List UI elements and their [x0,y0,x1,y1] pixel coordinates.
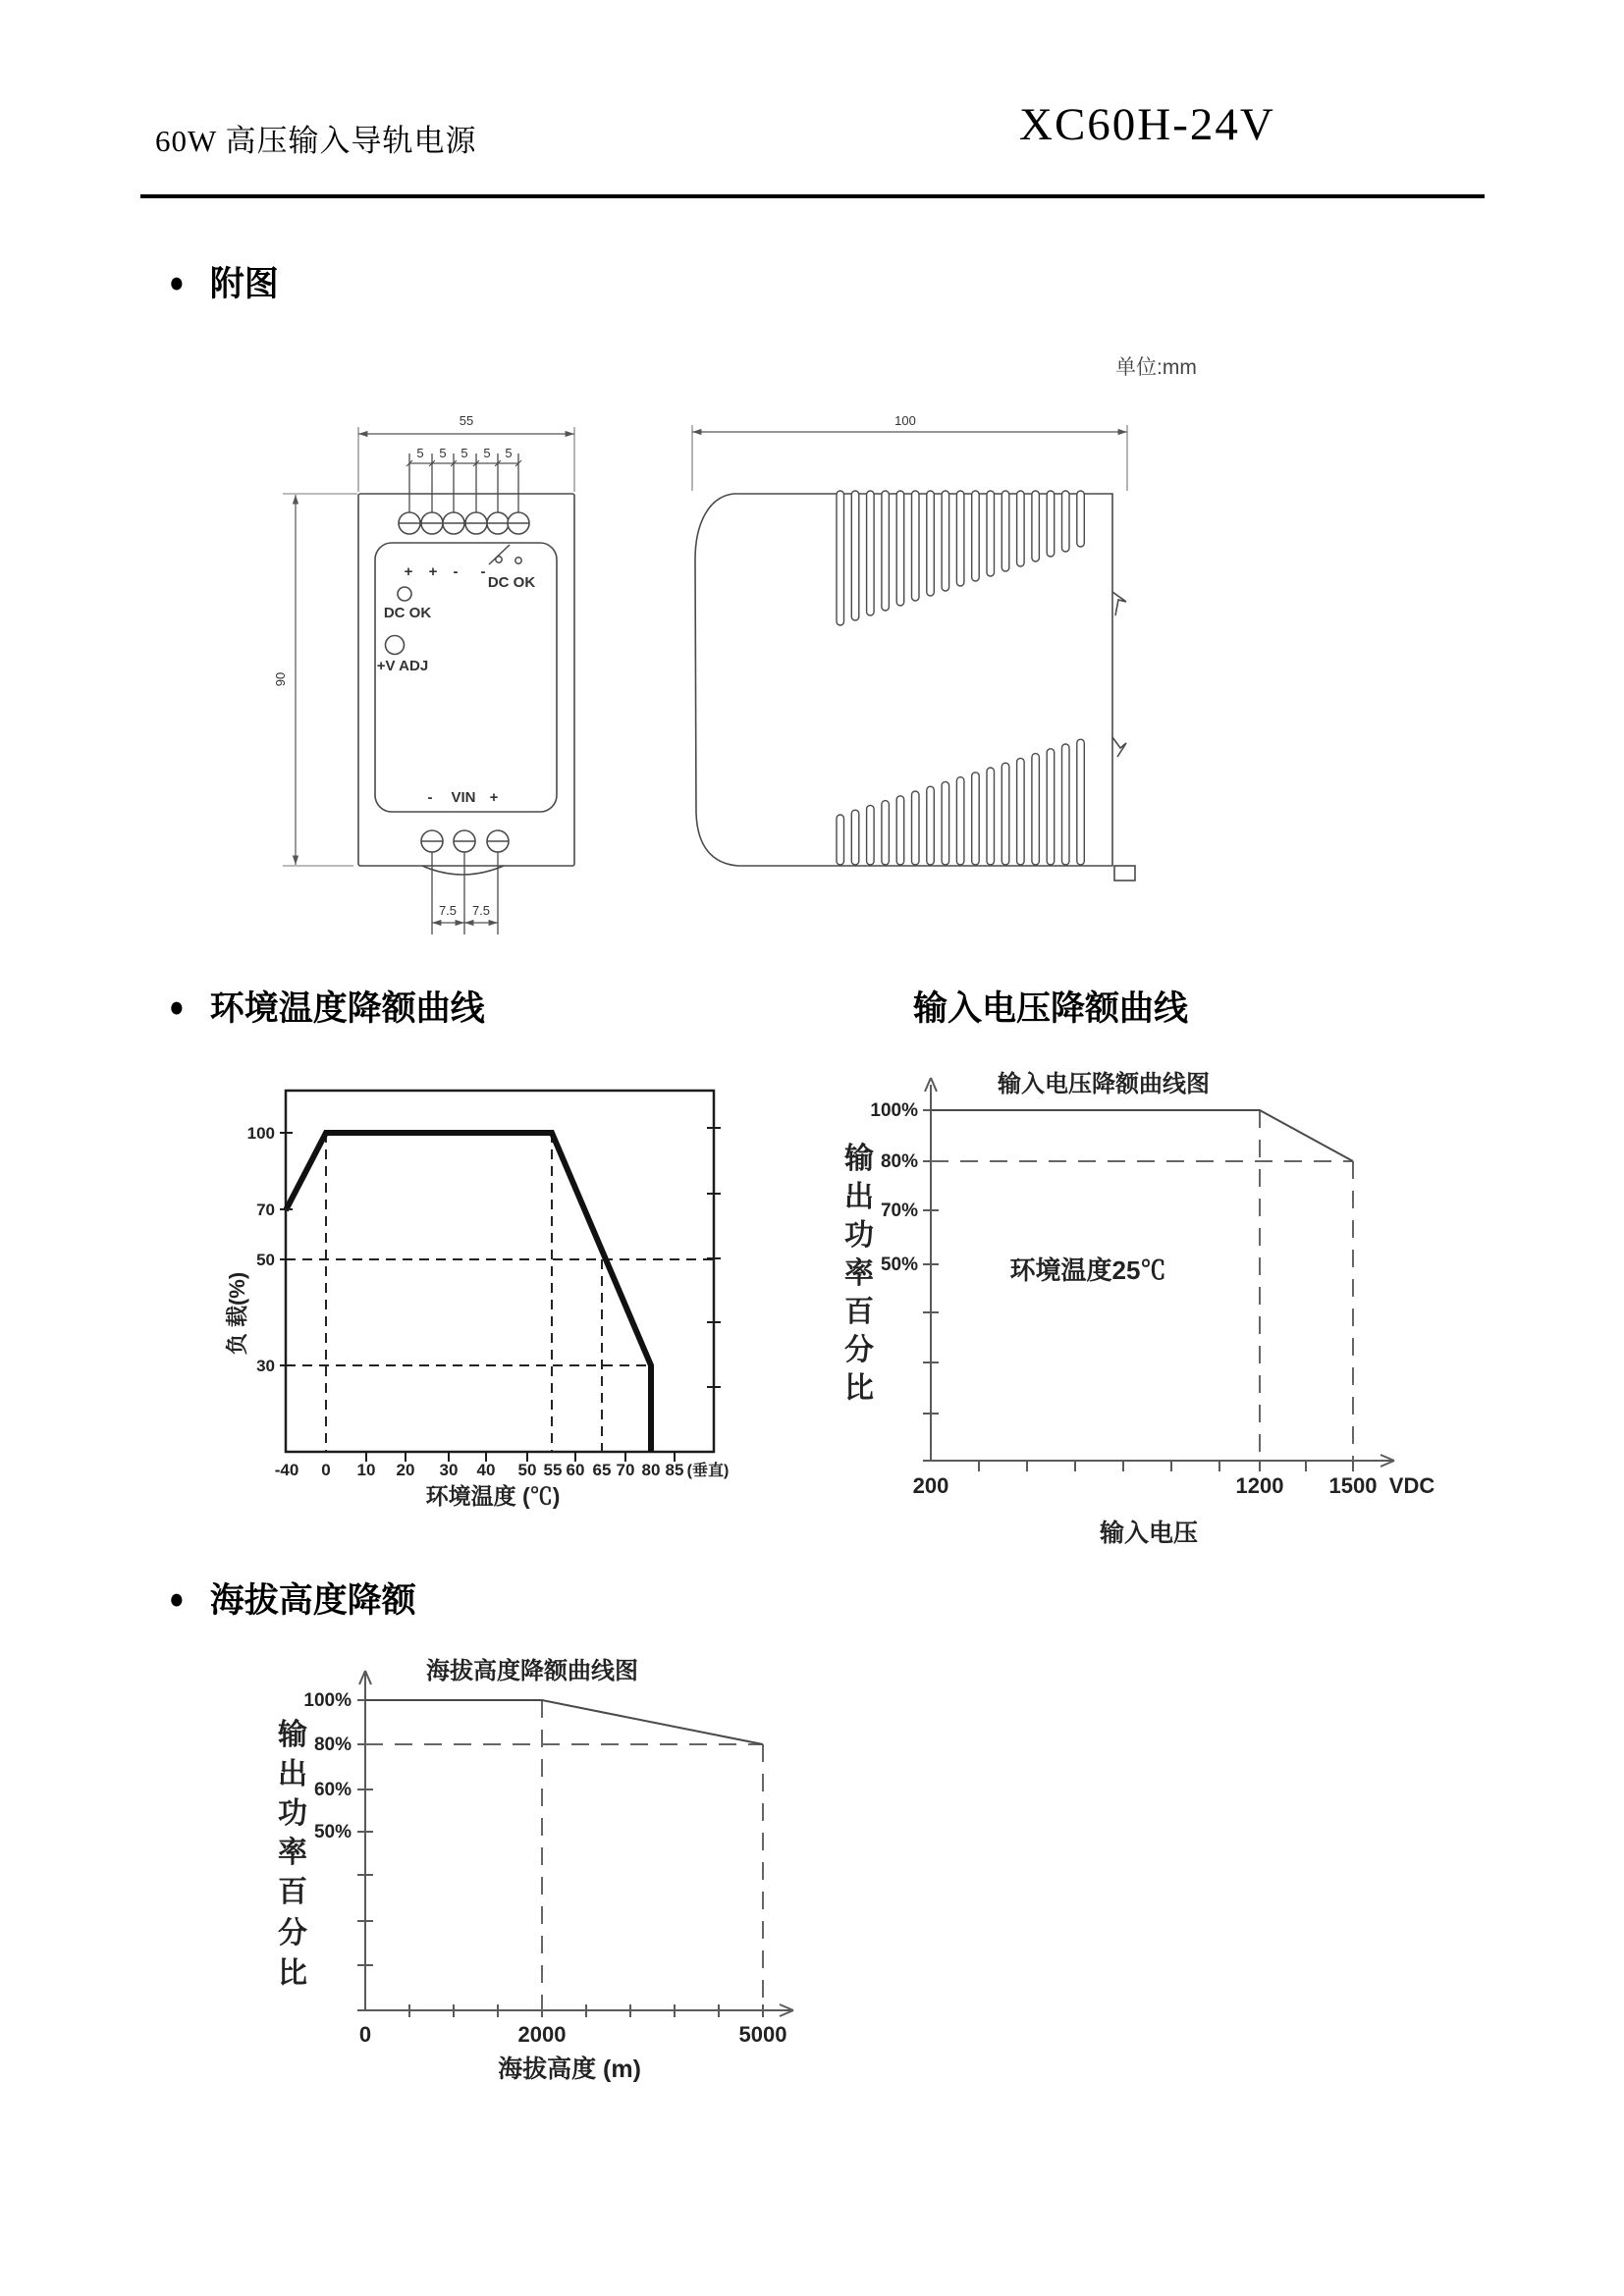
y-tick-label: 100 [246,1124,275,1143]
bottom-pitch-label: 7.5 [471,903,491,918]
dc-ok-contact-icon [489,545,521,564]
guide-lines [931,1110,1353,1461]
guide-lines [365,1700,763,2010]
dim-height-label: 90 [273,671,288,687]
terminal-mark: - [480,563,486,580]
din-clip-upper-hook [1112,592,1126,615]
y-axis-title [843,1142,874,1405]
x-tick-label: 0 [321,1461,331,1479]
extension-lines [692,425,1127,491]
svg-text:率: 率 [844,1257,874,1290]
y-tick-label: 100% [870,1100,918,1121]
svg-text:率: 率 [278,1837,307,1869]
input-voltage-derating-chart [825,1041,1453,1556]
y-tick-label: 60% [313,1780,352,1800]
x-tick-label: 55 [543,1461,563,1479]
bottom-vent-slots [837,739,1084,865]
vin-plus: + [489,789,499,806]
pitch-label: 5 [483,446,491,460]
y-tick-label: 80% [313,1735,352,1755]
x-tick-label: 0 [358,2022,372,2047]
section-altitude-derating [169,1574,416,1623]
x-tick-label: 30 [439,1461,459,1479]
y-tick-label: 50% [313,1822,352,1842]
x-tick-label: -40 [274,1461,299,1479]
x-unit-label: VDC [1388,1473,1435,1498]
x-tick-label: 200 [912,1473,949,1498]
svg-text:百: 百 [278,1876,307,1908]
svg-text:出: 出 [844,1181,874,1213]
dim-width-label: 55 [459,413,474,428]
y-tick-label: 70% [880,1201,918,1221]
svg-text:输: 输 [278,1719,307,1751]
v-adj-pot-icon [386,636,405,655]
x-tick-label: 65 [592,1461,612,1479]
y-tick-label: 50% [880,1255,918,1275]
y-tick-label: 80% [880,1151,918,1172]
pitch-label: 5 [416,446,424,460]
tick-marks [280,1128,721,1462]
terminal-mark: + [404,563,413,580]
x-axis-title: 环境温度 (℃) [425,1483,561,1509]
pitch-label: 5 [460,446,468,460]
din-clip-lower-hook [1112,737,1126,757]
svg-text:百: 百 [844,1296,874,1328]
v-adj-label: +V ADJ [376,658,429,674]
annotation: 环境温度25℃ [1009,1255,1166,1285]
tick-marks [357,1700,763,2017]
vin-minus: - [427,789,433,806]
x-tick-label: 2000 [517,2022,567,2047]
x-axis-title: 输入电压 [1099,1520,1199,1547]
bottom-pitch-label: 7.5 [438,903,458,918]
svg-text:比: 比 [844,1372,874,1405]
vin-label: VIN [451,789,476,806]
x-tick-label: 1500 [1328,1473,1378,1498]
bullet-icon: ● [169,264,185,299]
svg-text:输: 输 [844,1143,874,1175]
terminal-mark: - [453,563,459,580]
x-tick-label: 5000 [738,2022,787,2047]
din-recess-arc [422,866,504,875]
chart-title: 输入电压降额曲线图 [998,1071,1210,1097]
header-rule [140,194,1485,198]
x-tick-label: 20 [396,1461,415,1479]
terminal-mark: + [428,563,438,580]
x-tick-label: 1200 [1235,1473,1284,1498]
svg-text:出: 出 [278,1758,307,1790]
x-tick-label: 85 [665,1461,684,1479]
dc-ok-contact-label: DC OK [487,574,536,591]
section-temperature-derating [169,982,485,1031]
section-attached-figures [169,257,279,306]
page-title: 60W 高压输入导轨电源 [155,124,477,158]
top-vent-slots [837,491,1084,625]
case-outline [358,494,574,875]
svg-text:分: 分 [844,1334,874,1366]
model-number: XC60H-24V [1019,99,1275,150]
altitude-derating-chart [245,1649,884,2110]
x-tick-label: 70 [616,1461,635,1479]
svg-text:比: 比 [278,1957,307,1990]
temperature-derating-chart [196,1050,776,1551]
din-foot [1114,866,1135,881]
y-tick-label: 30 [256,1357,275,1375]
dim-length-label: 100 [894,413,916,428]
dc-ok-led-label: DC OK [383,605,432,621]
tick-marks [923,1110,1353,1471]
section-title: 环境温度降额曲线 [209,989,485,1028]
section-title: 附图 [209,265,279,303]
x-tick-label: 40 [476,1461,496,1479]
derating-curve [365,1700,763,1744]
x-tick-label: (垂直) [686,1463,730,1479]
unit-note: 单位:mm [1115,356,1197,379]
side-view-drawing [677,393,1159,893]
y-tick-label: 70 [256,1201,275,1219]
derating-curve [286,1133,651,1452]
svg-text:功: 功 [278,1797,307,1830]
dc-ok-led-icon [398,587,411,601]
section-title: 海拔高度降额 [209,1581,416,1620]
y-tick-label: 100% [303,1690,352,1711]
y-tick-label: 50 [256,1251,275,1269]
bullet-icon: ● [169,988,185,1024]
chart-title: 海拔高度降额曲线图 [426,1658,638,1684]
svg-text:功: 功 [844,1219,874,1252]
pitch-label: 5 [505,446,513,460]
front-view-drawing [255,393,648,962]
x-tick-label: 80 [641,1461,661,1479]
x-tick-label: 60 [566,1461,585,1479]
axes [357,1671,793,2016]
y-axis-title: 负 载(%) [225,1271,249,1356]
x-tick-label: 50 [517,1461,537,1479]
svg-text:分: 分 [278,1917,307,1949]
derating-curve [931,1110,1353,1161]
x-tick-label: 10 [356,1461,376,1479]
bullet-icon: ● [169,1580,185,1616]
x-axis-title: 海拔高度 (m) [498,2056,641,2083]
y-axis-title [277,1718,307,1990]
section-input-voltage-derating: 输入电压降额曲线 [913,989,1189,1028]
pitch-label: 5 [439,446,447,460]
